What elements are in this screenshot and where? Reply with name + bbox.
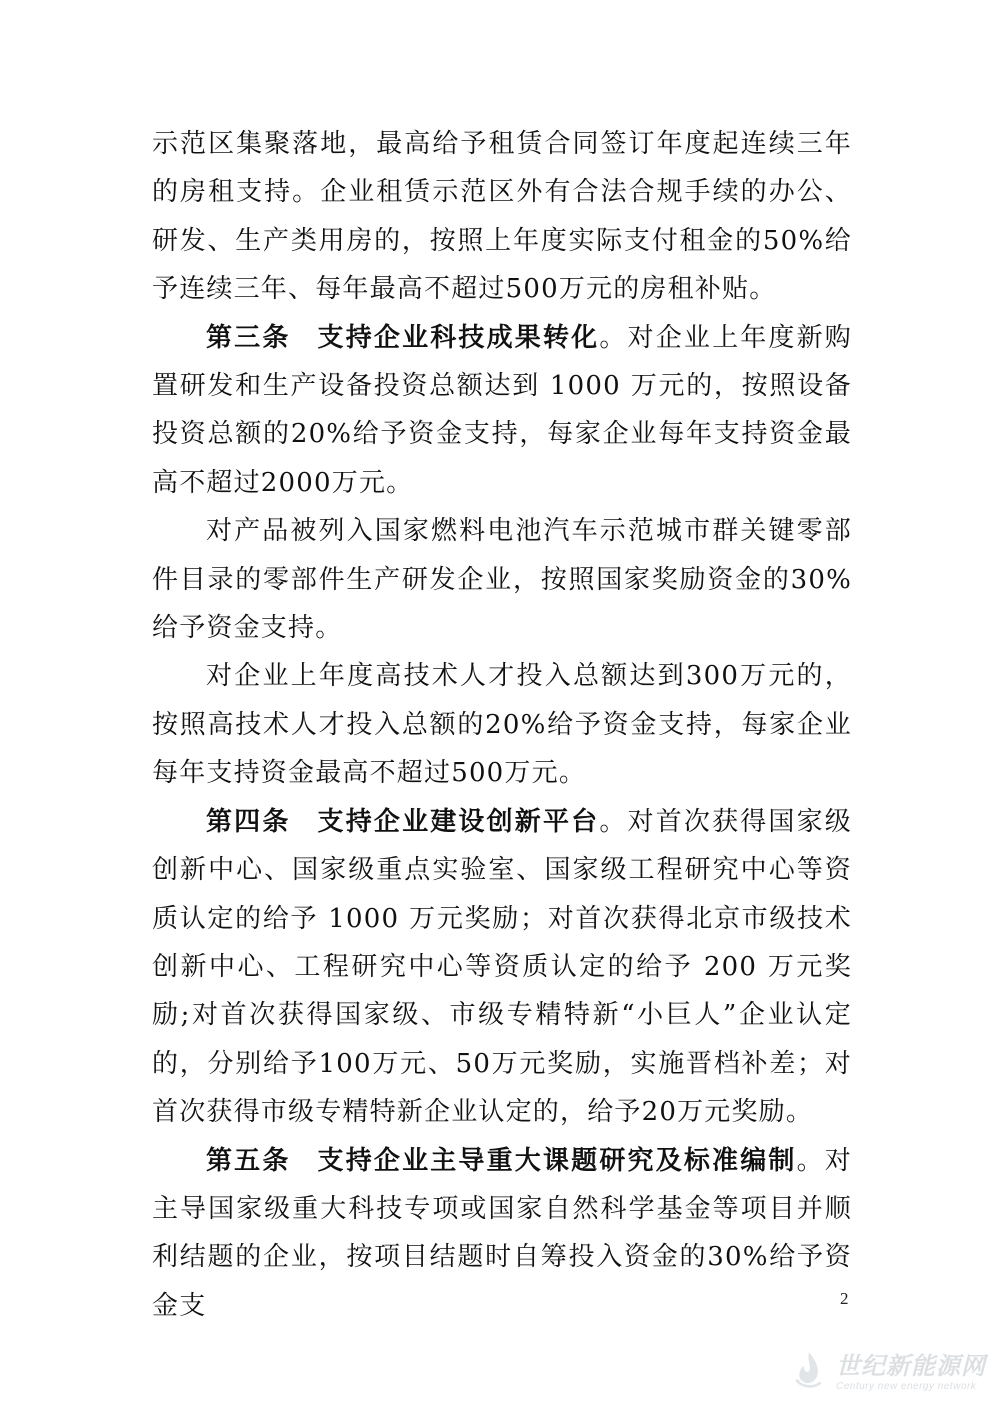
watermark — [788, 1346, 986, 1392]
paragraph-1-text: 示范区集聚落地，最高给予租赁合同签订年度起连续三年的房租支持。企业租赁示范区外有合法合规手续的办公、研发、生产类用房的，按照上年度实际支付租金的50%给予连续三年、每年最高不超过500万元的房租补贴。 — [152, 129, 852, 305]
page-number: 2 — [840, 1289, 849, 1308]
paragraph-4 — [152, 652, 852, 797]
document-body — [152, 120, 852, 1330]
paragraph-6 — [152, 1137, 852, 1331]
paragraph-6-text: 。对主导国家级重大科技专项或国家自然科学基金等项目并顺利结题的企业，按项目结题时自筹投入资金的30%给予资金支 — [152, 1145, 852, 1321]
article-4-number: 第四条 — [206, 806, 291, 837]
paragraph-5-text: 。对首次获得国家级创新中心、国家级重点实验室、国家级工程研究中心等资质认定的给予 1000 万元奖励；对首次获得北京市级技术创新中心、工程研究中心等资质认定的给予 200 万元奖励;对首次获得国家级、市级专精特新“小巨人”企业认定的，分别给予100万元、50万元奖励，实施晋档补差；对首次获得市级专精特新企业认定的，给予20万元奖励。 — [152, 806, 852, 1128]
paragraph-3 — [152, 507, 852, 652]
flame-logo-icon — [788, 1348, 830, 1390]
paragraph-2-text: 。对企业上年度新购置研发和生产设备投资总额达到 1000 万元的，按照设备投资总额的20%给予资金支持，每家企业每年支持资金最高不超过2000万元。 — [152, 322, 852, 498]
paragraph-2 — [152, 314, 852, 508]
paragraph-3-text: 对产品被列入国家燃料电池汽车示范城市群关键零部件目录的零部件生产研发企业，按照国家奖励资金的30%给予资金支持。 — [152, 516, 852, 644]
paragraph-1 — [152, 120, 852, 314]
article-5-number: 第五条 — [206, 1145, 291, 1176]
article-3-title: 支持企业科技成果转化 — [316, 322, 600, 353]
article-4-title: 支持企业建设创新平台 — [316, 806, 600, 837]
watermark-en-text: Century new energy network — [836, 1381, 977, 1392]
paragraph-5 — [152, 798, 852, 1137]
article-5-title: 支持企业主导重大课题研究及标准编制 — [316, 1145, 797, 1176]
paragraph-4-text: 对企业上年度高技术人才投入总额达到300万元的，按照高技术人才投入总额的20%给予资金支持，每家企业每年支持资金最高不超过500万元。 — [152, 661, 852, 789]
article-3-number: 第三条 — [206, 322, 291, 353]
watermark-cn-text: 世纪新能源网 — [836, 1352, 986, 1380]
